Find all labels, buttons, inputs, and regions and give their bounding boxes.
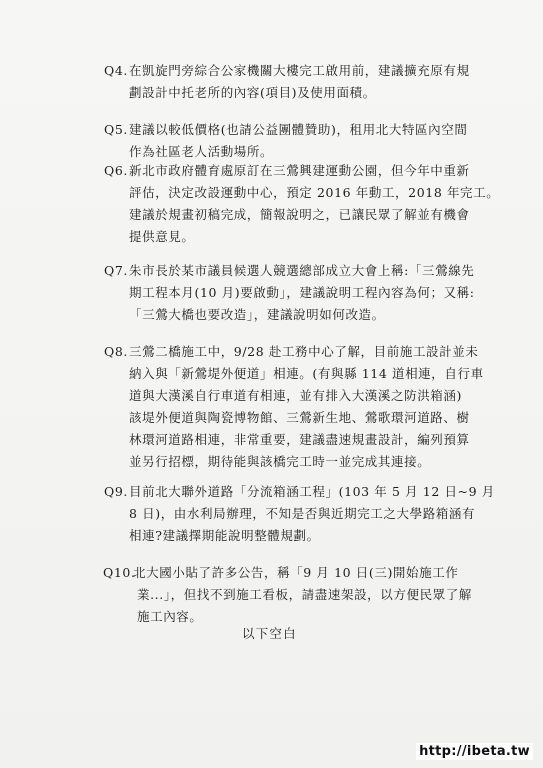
question-number: Q4. (104, 63, 128, 78)
question-item-q6 (104, 160, 500, 248)
watermark-url: http://ibeta.tw (416, 743, 533, 760)
question-number: Q10. (103, 565, 136, 580)
text-line: 施工內容。 (137, 609, 203, 624)
question-number: Q5. (104, 122, 128, 137)
text-line: 評估，決定改設運動中心，預定 2016 年動工，2018 年完工。 (129, 185, 500, 200)
question-text (129, 119, 484, 163)
question-text (129, 481, 495, 547)
text-line: 並另行招標，期待能與該橋完工時一並完成其連接。 (129, 454, 431, 469)
text-line: 作為社區老人活動場所。 (129, 144, 274, 159)
question-item-q4 (104, 60, 484, 104)
text-line: 建議以較低價格(也請公益團體贊助)，租用北大特區內空間 (129, 122, 468, 137)
question-text (129, 260, 484, 326)
question-item-q10 (103, 562, 483, 628)
text-line: 在凱旋門旁綜合公家機關大樓完工啟用前，建議擴充原有規 (129, 63, 470, 78)
text-line: 8 日)，由水利局辦理，不知是否與近期完工之大學路箱涵有 (129, 506, 476, 521)
text-line: 北大國小貼了許多公告，稱「9 月 10 日(三)開始施工作 (133, 565, 459, 580)
text-line: 林環河道路相連，非常重要，建議盡速規畫設計，編列預算 (129, 432, 470, 447)
question-number: Q8. (104, 344, 128, 359)
question-text (129, 160, 500, 248)
text-line: 朱市長於某市議員候選人競選總部成立大會上稱:「三鶯線先 (129, 263, 475, 278)
text-line: 期工程本月(10 月)要啟動」，建議說明工程內容為何；又稱: (129, 285, 475, 300)
text-line: 三鶯二橋施工中，9/28 赴工務中心了解，目前施工設計並未 (129, 344, 479, 359)
question-number: Q6. (104, 163, 128, 178)
question-item-q5 (104, 119, 484, 163)
question-text (129, 60, 484, 104)
text-line: 相連?建議擇期能說明整體規劃。 (129, 528, 320, 543)
text-line: 道與大漢溪自行車道有相連，並有排入大漢溪之防洪箱涵) (129, 388, 462, 403)
question-text (133, 562, 483, 628)
text-line: 納入與「新鶯堤外便道」相連。(有與縣 114 道相連，自行車 (129, 366, 484, 381)
question-item-q7 (104, 260, 484, 326)
end-of-document-note: 以下空白 (242, 626, 297, 641)
text-line: 新北市政府體育處原訂在三鶯興建運動公園，但今年中重新 (129, 163, 470, 178)
question-number: Q7. (104, 263, 128, 278)
question-number: Q9. (104, 484, 128, 499)
text-line: 目前北大聯外道路「分流箱涵工程」(103 年 5 月 12 日~9 月 (129, 484, 495, 499)
text-line: 「三鶯大橋也要改造」，建議說明如何改造。 (129, 307, 385, 322)
question-item-q9 (104, 481, 495, 547)
question-item-q8 (104, 341, 484, 473)
text-line: 建議於規畫初稿完成，簡報說明之，已讓民眾了解並有機會 (129, 207, 470, 222)
question-text (129, 341, 484, 473)
text-line: 該堤外便道與陶瓷博物館、三鶯新生地、鶯歌環河道路、樹 (129, 410, 470, 425)
text-line: 提供意見。 (129, 229, 195, 244)
text-line: 劃設計中托老所的內容(項目)及使用面積。 (129, 85, 376, 100)
text-line: 業...」，但找不到施工看板，請盡速架設，以方便民眾了解 (137, 587, 472, 602)
